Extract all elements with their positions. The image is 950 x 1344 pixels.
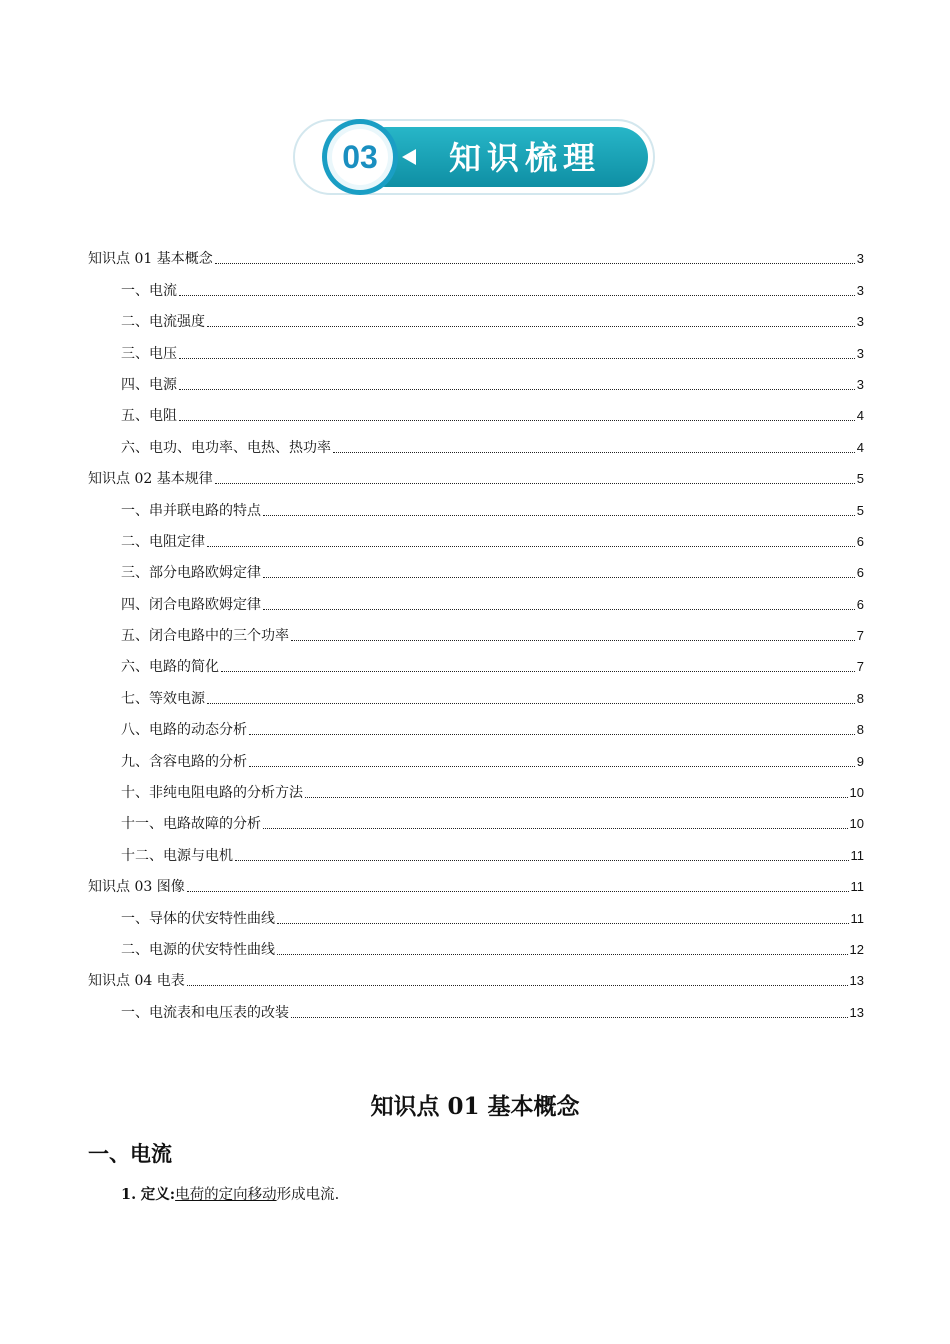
toc-entry-label: 二、电流强度 — [121, 314, 205, 331]
toc-page-number: 7 — [856, 628, 864, 644]
toc-entry-label: 一、导体的伏安特性曲线 — [121, 910, 275, 927]
toc-entry-label: 二、电阻定律 — [121, 533, 205, 550]
definition-underlined: 电荷的定向移动 — [175, 1187, 277, 1203]
toc-page-number: 9 — [856, 753, 864, 769]
toc-entry[interactable] — [88, 837, 864, 868]
toc-dot-leader — [263, 609, 855, 610]
toc-entry[interactable] — [88, 272, 864, 303]
toc-entry[interactable] — [88, 775, 864, 806]
toc-page-number: 13 — [849, 973, 864, 989]
toc-dot-leader — [187, 985, 848, 986]
toc-entry-label: 四、闭合电路欧姆定律 — [121, 596, 261, 613]
toc-entry[interactable] — [88, 932, 864, 963]
toc-entry-label: 十一、电路故障的分析 — [121, 816, 261, 833]
toc-entry[interactable] — [88, 335, 864, 366]
toc-entry[interactable] — [88, 586, 864, 617]
toc-dot-leader — [221, 671, 855, 672]
toc-dot-leader — [291, 640, 855, 641]
toc-entry-label: 知识点 02 基本规律 — [88, 471, 213, 488]
definition-term: 定义: — [140, 1186, 176, 1203]
toc-entry[interactable] — [88, 994, 864, 1025]
definition-rest: 形成电流. — [276, 1187, 340, 1203]
toc-dot-leader — [333, 452, 855, 453]
toc-page-number: 3 — [856, 251, 864, 267]
toc-entry[interactable] — [88, 492, 864, 523]
toc-entry[interactable] — [88, 900, 864, 931]
toc-page-number: 13 — [849, 1004, 864, 1020]
toc-dot-leader — [249, 766, 855, 767]
toc-entry-label: 知识点 03 图像 — [88, 879, 185, 896]
banner-title: 知识梳理 — [448, 139, 602, 177]
toc-entry-label: 七、等效电源 — [121, 690, 205, 707]
toc-dot-leader — [179, 358, 855, 359]
section-banner — [290, 115, 658, 199]
toc-entry-label: 一、电流 — [121, 282, 177, 299]
toc-entry[interactable] — [88, 963, 864, 994]
toc-entry[interactable] — [88, 806, 864, 837]
toc-page-number: 11 — [850, 847, 864, 863]
toc-entry-label: 十、非纯电阻电路的分析方法 — [121, 785, 303, 802]
section-title: 知识点 01 基本概念 — [370, 1093, 580, 1120]
toc-entry[interactable] — [88, 743, 864, 774]
toc-dot-leader — [207, 703, 855, 704]
toc-dot-leader — [263, 515, 855, 516]
toc-entry[interactable] — [88, 241, 864, 272]
toc-page-number: 7 — [856, 659, 864, 675]
toc-page-number: 10 — [849, 785, 864, 801]
toc-entry[interactable] — [88, 367, 864, 398]
subsection-heading: 一、电流 — [88, 1142, 172, 1166]
toc-entry[interactable] — [88, 680, 864, 711]
toc-entry-label: 六、电功、电功率、电热、热功率 — [121, 439, 331, 456]
banner-number: 03 — [342, 139, 378, 175]
toc-entry-label: 知识点 01 基本概念 — [88, 251, 213, 268]
toc-entry[interactable] — [88, 869, 864, 900]
toc-entry-label: 三、电压 — [121, 345, 177, 362]
toc-dot-leader — [277, 923, 849, 924]
toc-entry-label: 三、部分电路欧姆定律 — [121, 565, 261, 582]
toc-dot-leader — [235, 860, 849, 861]
toc-page-number: 8 — [856, 722, 864, 738]
toc-entry[interactable] — [88, 649, 864, 680]
toc-page-number: 4 — [856, 408, 864, 424]
toc-entry-label: 五、闭合电路中的三个功率 — [121, 628, 289, 645]
toc-page-number: 6 — [856, 565, 864, 581]
toc-page-number: 3 — [856, 282, 864, 298]
toc-dot-leader — [215, 263, 855, 264]
toc-dot-leader — [179, 420, 855, 421]
toc-page-number: 6 — [856, 596, 864, 612]
toc-page-number: 12 — [849, 941, 864, 957]
toc-entry-label: 四、电源 — [121, 376, 177, 393]
toc-page-number: 3 — [856, 345, 864, 361]
toc-dot-leader — [207, 326, 855, 327]
toc-page-number: 4 — [856, 439, 864, 455]
toc-entry-label: 五、电阻 — [121, 408, 177, 425]
toc-page-number: 11 — [850, 910, 864, 926]
toc-entry-label: 知识点 04 电表 — [88, 973, 185, 990]
toc-dot-leader — [179, 295, 855, 296]
toc-dot-leader — [215, 483, 855, 484]
toc-dot-leader — [207, 546, 855, 547]
toc-entry[interactable] — [88, 524, 864, 555]
toc-entry[interactable] — [88, 398, 864, 429]
toc-entry-label: 十二、电源与电机 — [121, 847, 233, 864]
toc-page-number: 5 — [856, 471, 864, 487]
definition-line — [121, 1183, 339, 1204]
toc-dot-leader — [263, 828, 848, 829]
toc-dot-leader — [179, 389, 855, 390]
toc-entry[interactable] — [88, 555, 864, 586]
toc-entry[interactable] — [88, 304, 864, 335]
toc-page-number: 3 — [856, 314, 864, 330]
toc-dot-leader — [263, 577, 855, 578]
toc-page-number: 8 — [856, 690, 864, 706]
toc-page-number: 6 — [856, 533, 864, 549]
toc-entry[interactable] — [88, 429, 864, 460]
toc-entry-label: 二、电源的伏安特性曲线 — [121, 941, 275, 958]
toc-page-number: 5 — [856, 502, 864, 518]
definition-number: 1. — [121, 1186, 137, 1203]
toc-page-number: 11 — [850, 879, 864, 895]
toc-page-number: 10 — [849, 816, 864, 832]
toc-entry-label: 一、电流表和电压表的改装 — [121, 1004, 289, 1021]
toc-entry-label: 六、电路的简化 — [121, 659, 219, 676]
toc-entry-label: 八、电路的动态分析 — [121, 722, 247, 739]
table-of-contents — [88, 241, 864, 1026]
toc-entry[interactable] — [88, 618, 864, 649]
toc-page-number: 3 — [856, 376, 864, 392]
toc-entry[interactable] — [88, 461, 864, 492]
toc-dot-leader — [305, 797, 848, 798]
toc-dot-leader — [291, 1017, 848, 1018]
toc-entry-label: 九、含容电路的分析 — [121, 753, 247, 770]
toc-dot-leader — [277, 954, 848, 955]
toc-entry-label: 一、串并联电路的特点 — [121, 502, 261, 519]
toc-entry[interactable] — [88, 712, 864, 743]
toc-dot-leader — [249, 734, 855, 735]
toc-dot-leader — [187, 891, 849, 892]
